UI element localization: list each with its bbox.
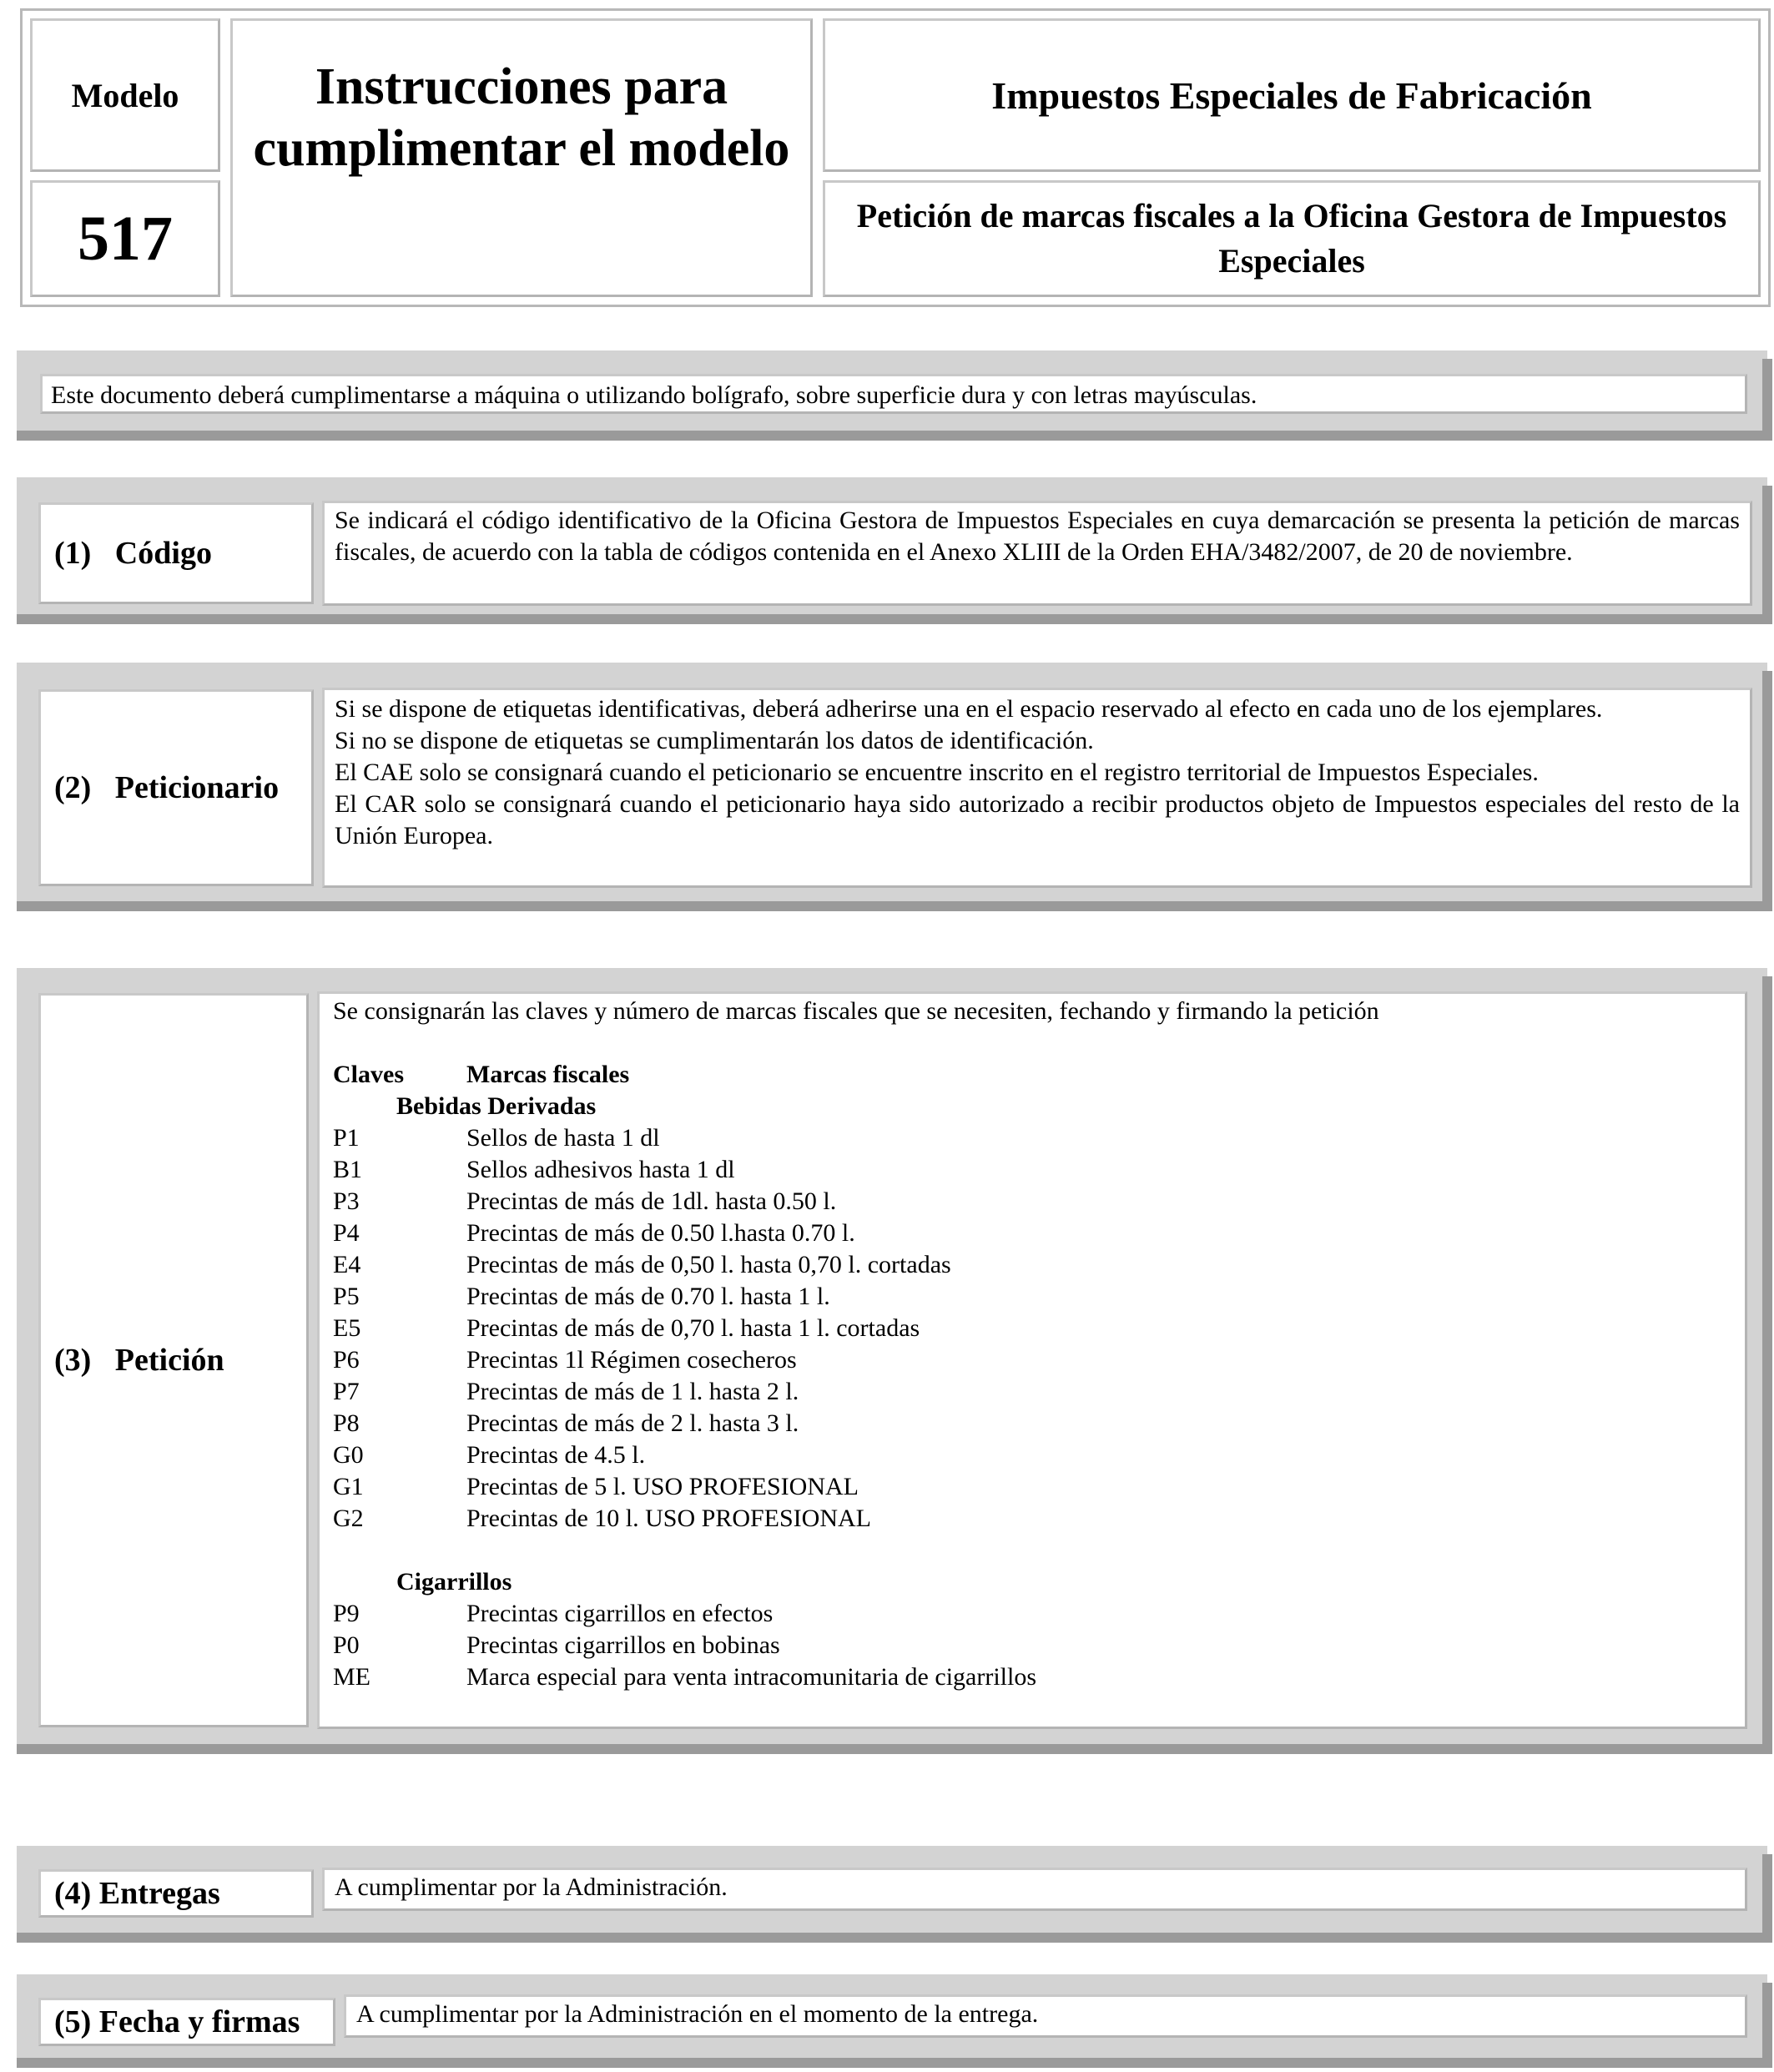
peticionario-label: (2) Peticionario (54, 770, 280, 805)
bebidas-item-code: P8 (333, 1409, 360, 1437)
bebidas-item-code: P6 (333, 1346, 360, 1374)
peticion-spacer-2 (333, 1535, 1735, 1566)
modelo-label: Modelo (71, 76, 179, 114)
modelo-number: 517 (78, 203, 173, 274)
codigo-shadow-bottom (17, 614, 1772, 624)
bebidas-item-description: Precintas de 5 l. USO PROFESIONAL (466, 1473, 859, 1500)
subtitle-cell (823, 180, 1761, 297)
peticion-intro: Se consignarán las claves y número de marcas fiscales que se necesiten, fechando y firmando la petición (333, 997, 1379, 1025)
group-cigarrillos (333, 1566, 1735, 1598)
modelo-label-cell (30, 18, 220, 172)
page-subtitle: Petición de marcas fiscales a la Oficina Gestora de Impuestos Especiales (856, 197, 1727, 280)
fecha-text: A cumplimentar por la Administración en el momento de la entrega. (356, 2000, 1039, 2028)
bebidas-item-description: Precintas de más de 1dl. hasta 0.50 l. (466, 1187, 837, 1215)
bebidas-item-code: P5 (333, 1283, 360, 1310)
fecha-label: (5) Fecha y firmas (54, 2004, 300, 2039)
bebidas-item-row (333, 1376, 1735, 1408)
bebidas-item-row (333, 1122, 1735, 1154)
bebidas-item-description: Sellos de hasta 1 dl (466, 1124, 660, 1152)
bebidas-item-row (333, 1439, 1735, 1471)
bebidas-item-code: E5 (333, 1314, 361, 1342)
bebidas-item-description: Precintas de más de 0,70 l. hasta 1 l. cortadas (466, 1314, 920, 1342)
cigarrillos-item-code: ME (333, 1663, 370, 1691)
entregas-shadow-right (1762, 1854, 1772, 1943)
bebidas-item-row (333, 1281, 1735, 1313)
modelo-number-cell (30, 180, 220, 297)
codigo-text-cell (322, 501, 1752, 606)
note-panel-shadow-bottom (17, 431, 1772, 441)
peticion-content (333, 996, 1735, 1693)
peticionario-shadow-right (1762, 671, 1772, 911)
tax-name: Impuestos Especiales de Fabricación (991, 73, 1592, 117)
bebidas-item-description: Precintas de 10 l. USO PROFESIONAL (466, 1505, 871, 1532)
bebidas-item-code: G0 (333, 1441, 364, 1469)
fecha-shadow-right (1762, 1983, 1772, 2066)
bebidas-item-row (333, 1186, 1735, 1217)
entregas-text-cell (322, 1868, 1747, 1911)
fecha-text-cell (344, 1994, 1747, 2038)
peticion-shadow-bottom (17, 1744, 1772, 1754)
cigarrillos-list (333, 1598, 1735, 1693)
cigarrillos-item-code: P0 (333, 1631, 360, 1659)
fecha-label-cell (38, 1998, 335, 2046)
cigarrillos-item-row (333, 1661, 1735, 1693)
group-bebidas-derivadas (333, 1091, 1735, 1122)
column-marcas: Marcas fiscales (466, 1061, 630, 1088)
cigarrillos-item-row (333, 1598, 1735, 1630)
codigo-text: Se indicará el código identificativo de la Oficina Gestora de Impuestos Especiales en cuya demarcación se presenta la petición de marcas fiscales, de acuerdo con la tabla de códigos contenida en el Anexo XLIII de la Orden EHA/3482/2007, de 20 de noviembre. (335, 507, 1740, 566)
note-cell (40, 374, 1747, 414)
peticionario-shadow-bottom (17, 901, 1772, 911)
bebidas-item-code: G2 (333, 1505, 364, 1532)
bebidas-item-description: Sellos adhesivos hasta 1 dl (466, 1156, 735, 1183)
bebidas-item-code: P1 (333, 1124, 360, 1152)
column-claves: Claves (333, 1061, 404, 1088)
cigarrillos-item-description: Precintas cigarrillos en efectos (466, 1600, 774, 1627)
bebidas-item-row (333, 1503, 1735, 1535)
peticion-columns-header (333, 1059, 1735, 1091)
bebidas-item-code: G1 (333, 1473, 364, 1500)
entregas-shadow-bottom (17, 1933, 1772, 1943)
bebidas-item-description: Precintas de más de 0.50 l.hasta 0.70 l. (466, 1219, 855, 1247)
peticion-text-cell (317, 991, 1747, 1729)
group-bebidas-label: Bebidas Derivadas (396, 1092, 597, 1120)
bebidas-item-code: B1 (333, 1156, 363, 1183)
bebidas-item-row (333, 1408, 1735, 1439)
bebidas-item-row (333, 1249, 1735, 1281)
bebidas-item-code: P4 (333, 1219, 360, 1247)
page-title: Instrucciones para cumplimentar el modelo (253, 58, 790, 177)
bebidas-item-description: Precintas de 4.5 l. (466, 1441, 646, 1469)
tax-name-cell (823, 18, 1761, 172)
bebidas-item-code: P3 (333, 1187, 360, 1215)
bebidas-item-description: Precintas de más de 0.70 l. hasta 1 l. (466, 1283, 830, 1310)
bebidas-item-code: E4 (333, 1251, 361, 1278)
peticionario-p4: El CAR solo se consignará cuando el peticionario haya sido autorizado a recibir productos objeto de Impuestos especiales del resto de la Unión Europea. (335, 790, 1740, 849)
cigarrillos-item-description: Precintas cigarrillos en bobinas (466, 1631, 780, 1659)
cigarrillos-item-code: P9 (333, 1600, 360, 1627)
group-cigarrillos-label: Cigarrillos (396, 1568, 512, 1596)
note-panel-shadow-right (1762, 359, 1772, 441)
peticion-shadow-right (1762, 976, 1772, 1754)
bebidas-item-description: Precintas de más de 1 l. hasta 2 l. (466, 1378, 799, 1405)
note-text: Este documento deberá cumplimentarse a máquina o utilizando bolígrafo, sobre superficie dura y con letras mayúsculas. (51, 381, 1257, 409)
peticionario-p2: Si no se dispone de etiquetas se cumplimentarán los datos de identificación. (335, 727, 1094, 754)
bebidas-item-description: Precintas de más de 0,50 l. hasta 0,70 l. cortadas (466, 1251, 951, 1278)
entregas-label: (4) Entregas (54, 1876, 220, 1911)
bebidas-item-description: Precintas 1l Régimen cosecheros (466, 1346, 797, 1374)
peticion-label-cell (38, 993, 309, 1727)
codigo-label-cell (38, 502, 314, 604)
cigarrillos-item-description: Marca especial para venta intracomunitaria de cigarrillos (466, 1663, 1036, 1691)
bebidas-item-row (333, 1154, 1735, 1186)
codigo-shadow-right (1762, 486, 1772, 624)
bebidas-item-code: P7 (333, 1378, 360, 1405)
peticionario-p1: Si se dispone de etiquetas identificativas, deberá adherirse una en el espacio reservado al efecto en cada uno de los ejemplares. (335, 695, 1603, 723)
bebidas-item-row (333, 1471, 1735, 1503)
peticion-spacer-1 (333, 1027, 1735, 1059)
peticionario-text-cell (322, 688, 1752, 888)
peticionario-p3: El CAE solo se consignará cuando el peticionario se encuentre inscrito en el registro territorial de Impuestos Especiales. (335, 759, 1539, 786)
peticionario-label-cell (38, 689, 314, 886)
peticionario-text (335, 693, 1740, 852)
title-cell (230, 18, 813, 297)
entregas-label-cell (38, 1869, 314, 1918)
cigarrillos-item-row (333, 1630, 1735, 1661)
codigo-label: (1) Código (54, 536, 212, 571)
peticion-label: (3) Petición (54, 1343, 224, 1378)
bebidas-item-row (333, 1313, 1735, 1344)
bebidas-item-description: Precintas de más de 2 l. hasta 3 l. (466, 1409, 799, 1437)
entregas-text: A cumplimentar por la Administración. (335, 1873, 728, 1901)
fecha-shadow-bottom (17, 2058, 1772, 2068)
bebidas-list (333, 1122, 1735, 1535)
bebidas-item-row (333, 1217, 1735, 1249)
bebidas-item-row (333, 1344, 1735, 1376)
